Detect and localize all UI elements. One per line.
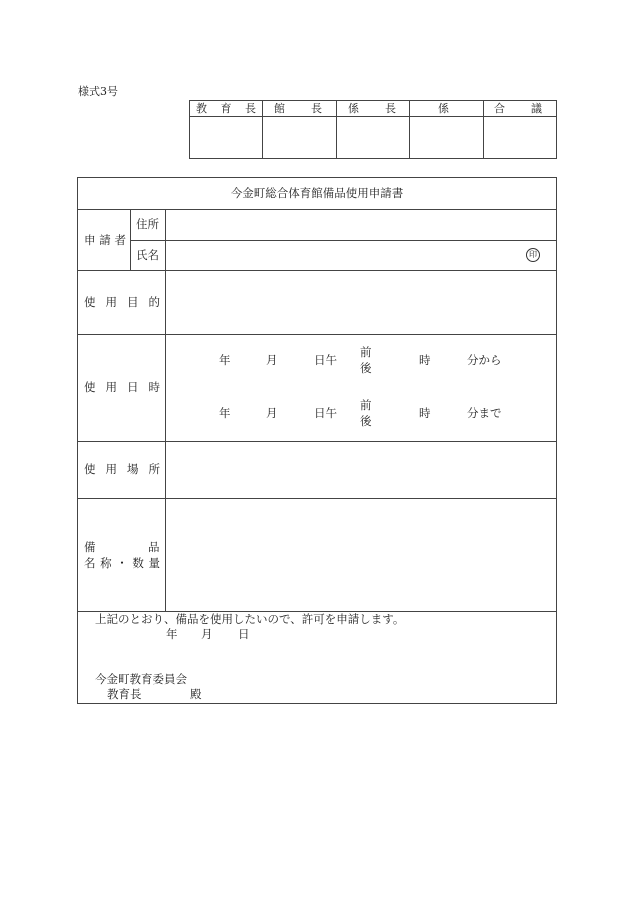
address-field[interactable] — [166, 210, 556, 240]
addressee-title: 教育長 — [107, 687, 142, 701]
from-year-unit: 年 — [219, 353, 231, 367]
from-day-unit: 日午 — [314, 353, 337, 367]
to-year-unit: 年 — [219, 406, 231, 420]
form-title: 今金町総合体育館備品使用申請書 — [230, 186, 404, 200]
seal-mark-icon: 印 — [526, 248, 540, 262]
from-month-unit: 月 — [266, 353, 278, 367]
approval-header-council: 合議 — [494, 102, 542, 115]
to-hour-unit: 時 — [419, 406, 431, 420]
application-date-month: 月 — [201, 627, 213, 641]
to-am-option[interactable]: 前 — [360, 398, 372, 412]
location-field[interactable] — [166, 442, 556, 498]
name-label: 氏名 — [136, 248, 159, 262]
name-field[interactable] — [166, 241, 516, 270]
equipment-name-quantity-label: 名称・数量 — [84, 556, 160, 570]
to-day-unit: 日午 — [314, 406, 337, 420]
approval-header-director: 館長 — [274, 102, 322, 115]
from-am-option[interactable]: 前 — [360, 345, 372, 359]
approval-header-section-chief: 係長 — [348, 102, 396, 115]
address-label: 住所 — [136, 217, 159, 231]
purpose-field[interactable] — [166, 271, 556, 334]
equipment-label-char1: 備 — [84, 540, 96, 554]
to-month-unit: 月 — [266, 406, 278, 420]
form-number: 様式3号 — [78, 85, 118, 98]
from-minute-unit: 分から — [467, 353, 502, 367]
addressee-org: 今金町教育委員会 — [95, 672, 187, 686]
honorific: 殿 — [190, 687, 202, 701]
approval-header-superintendent: 教 育 長 — [196, 102, 256, 115]
application-date-year: 年 — [166, 627, 178, 641]
from-pm-option[interactable]: 後 — [360, 361, 372, 375]
applicant-label: 申請者 — [84, 233, 126, 247]
to-minute-unit: 分まで — [467, 406, 502, 420]
application-statement: 上記のとおり、備品を使用したいので、許可を申請します。 — [95, 612, 405, 626]
datetime-label: 使用日時 — [84, 380, 160, 394]
equipment-field[interactable] — [166, 499, 556, 611]
approval-header-staff: 係 — [438, 102, 449, 115]
purpose-label: 使用目的 — [84, 295, 160, 309]
application-date-day: 日 — [238, 627, 250, 641]
location-label: 使用場所 — [84, 462, 160, 476]
equipment-label-char2: 品 — [148, 540, 160, 554]
from-hour-unit: 時 — [419, 353, 431, 367]
to-pm-option[interactable]: 後 — [360, 414, 372, 428]
